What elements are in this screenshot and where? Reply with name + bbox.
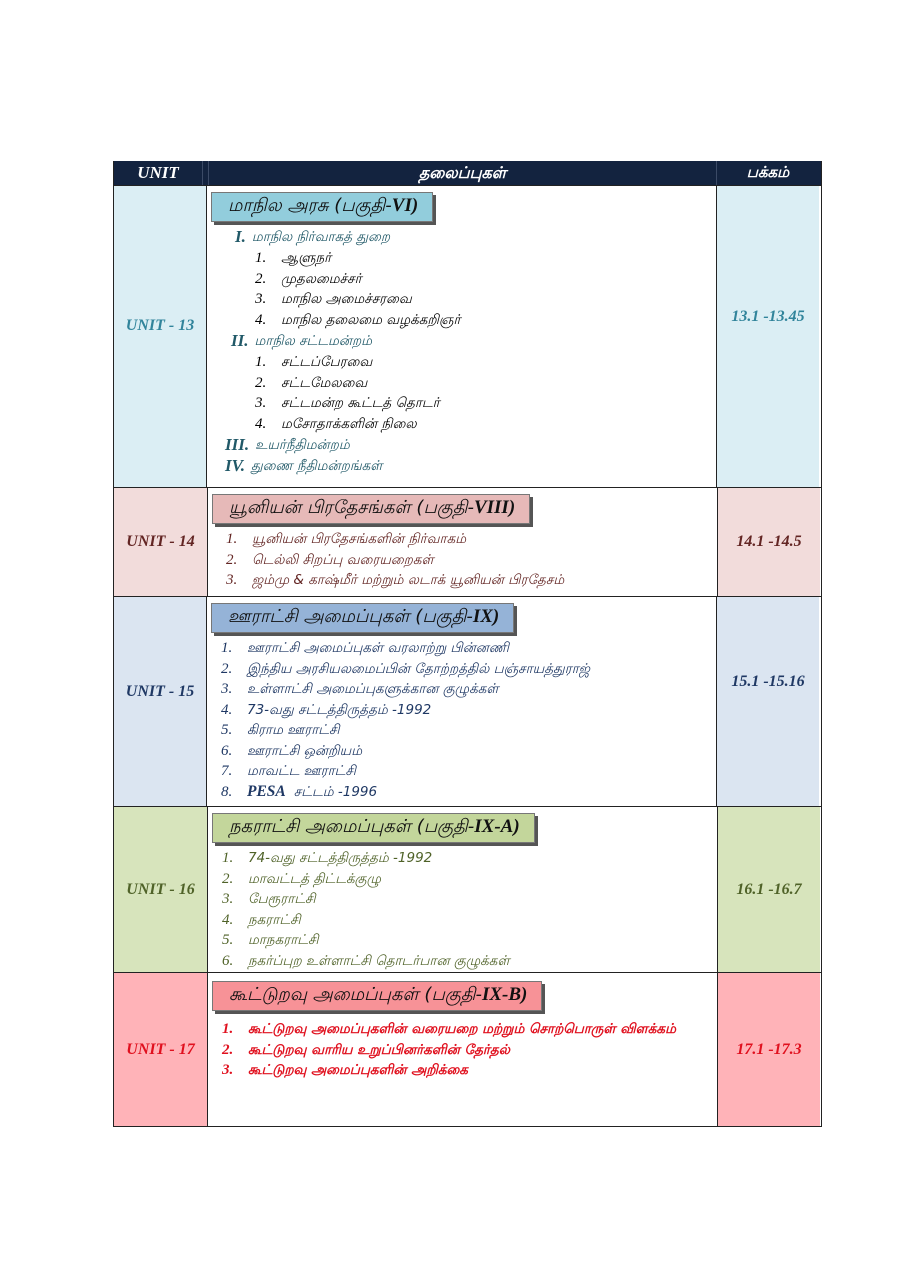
list-item: 1. யூனியன் பிரதேசங்களின் நிர்வாகம்: [226, 531, 467, 547]
list-item: 3. சட்டமன்ற கூட்டத் தொடர்: [255, 395, 440, 412]
list-item: 8. PESA சட்டம் -1996: [221, 782, 378, 800]
list-item: 6. நகர்ப்புற உள்ளாட்சி தொடர்பான குழுக்கள்: [222, 952, 510, 969]
section-title-part: IX): [472, 606, 500, 627]
unit-label: UNIT - 16: [114, 807, 208, 972]
unit-topics: [208, 807, 718, 972]
unit-14-row: [114, 487, 821, 596]
table-header: [114, 161, 821, 185]
list-item: II. மாநில சட்டமன்றம்: [231, 330, 373, 350]
topic-list: [212, 529, 713, 591]
unit-16-row: [114, 806, 821, 972]
list-item: 3. கூட்டுறவு அமைப்புகளின் அறிக்கை: [222, 1062, 468, 1078]
unit-topics: [208, 973, 718, 1126]
list-item: 4. மசோதாக்களின் நிலை: [255, 416, 417, 433]
list-item: 2. மாவட்டத் திட்டக்குழு: [222, 870, 381, 887]
list-item: 1. ஆளுநர்: [255, 249, 332, 266]
section-title: நகராட்சி அமைப்புகள் (பகுதி-: [229, 816, 475, 837]
section-title-part: VI): [391, 195, 419, 216]
topic-list: [211, 227, 712, 477]
unit-pages: 14.1 -14.5: [718, 488, 820, 596]
section-title: மாநில அரசு (பகுதி-: [228, 195, 392, 216]
header-page: பக்கம்: [716, 161, 819, 185]
unit-pages: 15.1 -15.16: [717, 597, 819, 806]
section-title-box: [212, 494, 530, 524]
unit-15-row: [114, 596, 821, 806]
header-unit: UNIT: [114, 161, 203, 185]
list-item: 1. கூட்டுறவு அமைப்புகளின் வரையறை மற்றும் சொற்பொருள் விளக்கம்: [222, 1021, 676, 1037]
list-item: 1. ஊராட்சி அமைப்புகள் வரலாற்று பின்னணி: [221, 640, 509, 656]
section-title-box: [212, 981, 542, 1011]
list-item: 3. மாநில அமைச்சரவை: [255, 291, 412, 308]
list-item: 3. ஜம்மு & காஷ்மீர் மற்றும் லடாக் யூனியன் பிரதேசம்: [226, 572, 565, 588]
unit-topics: [208, 488, 718, 596]
section-title-box: [211, 603, 514, 633]
list-item: 6. ஊராட்சி ஒன்றியம்: [221, 742, 363, 759]
list-item: 3. உள்ளாட்சி அமைப்புகளுக்கான குழுக்கள்: [221, 681, 499, 697]
header-topics: தலைப்புகள்: [208, 161, 716, 185]
list-item: 4. 73-வது சட்டத்திருத்தம் -1992: [221, 701, 432, 718]
topic-list: [211, 638, 712, 802]
unit-17-row: [114, 972, 821, 1126]
section-title-part: VIII): [473, 497, 516, 518]
list-item: 3. பேரூராட்சி: [222, 891, 316, 907]
unit-pages: 16.1 -16.7: [718, 807, 820, 972]
unit-pages: 13.1 -13.45: [717, 186, 819, 487]
list-item: 5. கிராம ஊராட்சி: [221, 722, 340, 738]
section-title-box: [211, 192, 433, 222]
syllabus-table: [113, 161, 822, 1127]
list-item: 2. டெல்லி சிறப்பு வரையறைகள்: [226, 551, 434, 568]
section-title: யூனியன் பிரதேசங்கள் (பகுதி-: [229, 497, 474, 518]
list-item: 5. மாநகராட்சி: [222, 932, 319, 948]
topic-list: [212, 848, 713, 971]
unit-topics: [207, 597, 717, 806]
section-title-part: IX-A): [474, 816, 520, 837]
list-item: 7. மாவட்ட ஊராட்சி: [221, 763, 356, 779]
unit-label: UNIT - 17: [114, 973, 208, 1126]
section-title-part: IX-B): [481, 984, 528, 1005]
list-item: 2. கூட்டுறவு வாரிய உறுப்பினர்களின் தேர்தல்: [222, 1041, 510, 1058]
unit-topics: [207, 186, 717, 487]
unit-label: UNIT - 14: [114, 488, 208, 596]
list-item: 4. நகராட்சி: [222, 911, 301, 928]
unit-label: UNIT - 13: [114, 186, 207, 487]
list-item: IV. துணை நீதிமன்றங்கள்: [225, 455, 383, 475]
list-item: 4. மாநில தலைமை வழக்கறிஞர்: [255, 312, 461, 329]
unit-13-row: [114, 185, 821, 487]
section-title-box: [212, 813, 535, 843]
unit-pages: 17.1 -17.3: [718, 973, 820, 1126]
list-item: 1. சட்டப்பேரவை: [255, 353, 373, 370]
section-title: கூட்டுறவு அமைப்புகள் (பகுதி-: [229, 984, 482, 1005]
unit-label: UNIT - 15: [114, 597, 207, 806]
topic-list: [212, 1019, 713, 1081]
list-item: 2. இந்திய அரசியலமைப்பின் தோற்றத்தில் பஞ்சாயத்துராஜ்: [221, 660, 591, 677]
list-item: I. மாநில நிர்வாகத் துறை: [235, 227, 391, 246]
list-item: 1. 74-வது சட்டத்திருத்தம் -1992: [222, 850, 433, 866]
list-item: 2. சட்டமேலவை: [255, 374, 368, 391]
section-title: ஊராட்சி அமைப்புகள் (பகுதி-: [228, 606, 473, 627]
list-item: 2. முதலமைச்சர்: [255, 270, 362, 287]
list-item: III. உயர்நீதிமன்றம்: [225, 434, 350, 454]
